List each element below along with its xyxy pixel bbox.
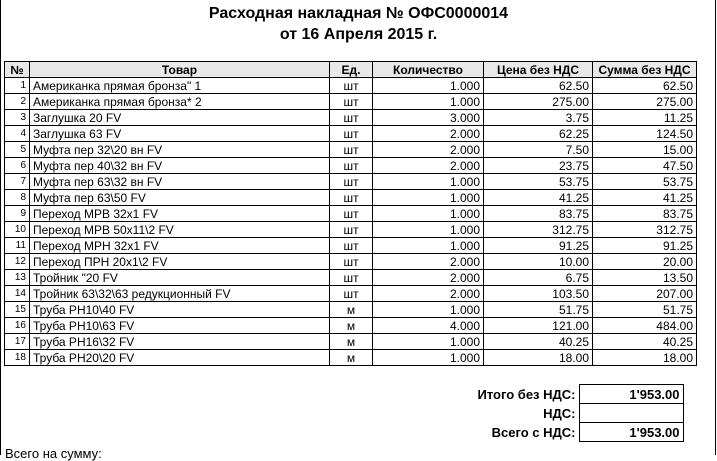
row-unit: шт — [330, 238, 373, 254]
row-price: 275.00 — [484, 94, 593, 110]
row-unit: м — [330, 318, 373, 334]
totals-table — [4, 384, 684, 442]
row-quantity: 2.000 — [373, 158, 484, 174]
header-quantity: Количество — [373, 62, 484, 78]
row-price: 41.25 — [484, 190, 593, 206]
invoice-date: от 16 Апреля 2015 г. — [279, 26, 438, 43]
row-sum: 15.00 — [593, 142, 697, 158]
amount-in-words-label: Всего на сумму: — [5, 446, 102, 461]
row-price: 6.75 — [484, 270, 593, 286]
row-price: 83.75 — [484, 206, 593, 222]
row-price: 3.75 — [484, 110, 593, 126]
row-price: 53.75 — [484, 174, 593, 190]
row-sum: 124.50 — [593, 126, 697, 142]
row-quantity: 2.000 — [373, 254, 484, 270]
row-sum: 18.00 — [593, 350, 697, 366]
total-value: 1'953.00 — [579, 423, 683, 442]
row-sum: 62.50 — [593, 78, 697, 94]
row-sum: 312.75 — [593, 222, 697, 238]
row-sum: 484.00 — [593, 318, 697, 334]
row-number: 2 — [5, 94, 30, 110]
row-sum: 275.00 — [593, 94, 697, 110]
row-unit: шт — [330, 206, 373, 222]
row-quantity: 1.000 — [373, 190, 484, 206]
table-row — [5, 174, 697, 190]
row-price: 91.25 — [484, 238, 593, 254]
vat-row — [4, 404, 683, 423]
row-unit: шт — [330, 110, 373, 126]
row-quantity: 1.000 — [373, 302, 484, 318]
row-unit: шт — [330, 286, 373, 302]
row-price: 62.50 — [484, 78, 593, 94]
row-sum: 91.25 — [593, 238, 697, 254]
row-number: 17 — [5, 334, 30, 350]
row-number: 5 — [5, 142, 30, 158]
row-price: 51.75 — [484, 302, 593, 318]
table-row — [5, 270, 697, 286]
row-price: 18.00 — [484, 350, 593, 366]
row-unit: м — [330, 350, 373, 366]
row-product: Переход МРН 32х1 FV — [30, 238, 330, 254]
row-number: 12 — [5, 254, 30, 270]
row-product: Труба PH20\20 FV — [30, 350, 330, 366]
row-number: 9 — [5, 206, 30, 222]
row-product: Переход ПРН 20х1\2 FV — [30, 254, 330, 270]
row-unit: шт — [330, 142, 373, 158]
table-row — [5, 126, 697, 142]
row-product: Муфта пер 32\20 вн FV — [30, 142, 330, 158]
row-price: 103.50 — [484, 286, 593, 302]
row-product: Тройник 63\32\63 редукционный FV — [30, 286, 330, 302]
row-price: 62.25 — [484, 126, 593, 142]
row-unit: шт — [330, 222, 373, 238]
row-sum: 51.75 — [593, 302, 697, 318]
row-unit: м — [330, 302, 373, 318]
row-quantity: 4.000 — [373, 318, 484, 334]
row-sum: 11.25 — [593, 110, 697, 126]
vat-label: НДС: — [543, 405, 576, 421]
row-quantity: 1.000 — [373, 174, 484, 190]
row-price: 7.50 — [484, 142, 593, 158]
row-number: 7 — [5, 174, 30, 190]
row-price: 10.00 — [484, 254, 593, 270]
row-product: Труба PH16\32 FV — [30, 334, 330, 350]
row-quantity: 1.000 — [373, 334, 484, 350]
row-sum: 13.50 — [593, 270, 697, 286]
table-row — [5, 350, 697, 366]
row-number: 14 — [5, 286, 30, 302]
row-product: Заглушка 63 FV — [30, 126, 330, 142]
subtotal-row — [4, 385, 683, 404]
row-product: Тройник "20 FV — [30, 270, 330, 286]
row-quantity: 2.000 — [373, 142, 484, 158]
total-row — [4, 423, 683, 442]
row-sum: 207.00 — [593, 286, 697, 302]
row-product: Муфта пер 40\32 вн FV — [30, 158, 330, 174]
row-quantity: 1.000 — [373, 350, 484, 366]
row-quantity: 1.000 — [373, 238, 484, 254]
row-number: 4 — [5, 126, 30, 142]
vat-value — [579, 404, 683, 423]
table-row — [5, 190, 697, 206]
row-product: Труба PH10\40 FV — [30, 302, 330, 318]
invoice-table — [4, 61, 697, 366]
row-product: Муфта пер 63\50 FV — [30, 190, 330, 206]
row-unit: шт — [330, 174, 373, 190]
table-row — [5, 158, 697, 174]
row-quantity: 1.000 — [373, 206, 484, 222]
row-product: Переход МРВ 50х11\2 FV — [30, 222, 330, 238]
row-sum: 83.75 — [593, 206, 697, 222]
table-row — [5, 206, 697, 222]
row-sum: 47.50 — [593, 158, 697, 174]
row-product: Американка прямая бронза* 2 — [30, 94, 330, 110]
row-product: Переход МРВ 32х1 FV — [30, 206, 330, 222]
subtotal-value: 1'953.00 — [579, 385, 683, 404]
row-price: 23.75 — [484, 158, 593, 174]
header-number: № — [5, 62, 30, 78]
row-price: 121.00 — [484, 318, 593, 334]
row-number: 16 — [5, 318, 30, 334]
row-number: 1 — [5, 78, 30, 94]
row-number: 6 — [5, 158, 30, 174]
table-row — [5, 254, 697, 270]
row-quantity: 1.000 — [373, 78, 484, 94]
subtotal-label: Итого без НДС: — [477, 386, 576, 402]
row-product: Американка прямая бронза" 1 — [30, 78, 330, 94]
row-quantity: 2.000 — [373, 126, 484, 142]
row-unit: шт — [330, 94, 373, 110]
row-sum: 20.00 — [593, 254, 697, 270]
table-row — [5, 142, 697, 158]
row-sum: 40.25 — [593, 334, 697, 350]
table-row — [5, 78, 697, 94]
row-quantity: 2.000 — [373, 286, 484, 302]
table-row — [5, 94, 697, 110]
row-unit: шт — [330, 190, 373, 206]
row-unit: шт — [330, 270, 373, 286]
table-header-row — [5, 62, 697, 78]
row-number: 10 — [5, 222, 30, 238]
row-unit: шт — [330, 158, 373, 174]
row-number: 8 — [5, 190, 30, 206]
row-product: Труба PH10\63 FV — [30, 318, 330, 334]
row-quantity: 2.000 — [373, 270, 484, 286]
row-number: 13 — [5, 270, 30, 286]
row-number: 3 — [5, 110, 30, 126]
row-quantity: 3.000 — [373, 110, 484, 126]
table-row — [5, 286, 697, 302]
row-unit: м — [330, 334, 373, 350]
row-number: 15 — [5, 302, 30, 318]
header-sum: Сумма без НДС — [593, 62, 697, 78]
table-row — [5, 318, 697, 334]
table-row — [5, 302, 697, 318]
row-product: Муфта пер 63\32 вн FV — [30, 174, 330, 190]
row-number: 11 — [5, 238, 30, 254]
header-price: Цена без НДС — [484, 62, 593, 78]
header-unit: Ед. — [330, 62, 373, 78]
table-row — [5, 334, 697, 350]
row-price: 312.75 — [484, 222, 593, 238]
table-row — [5, 110, 697, 126]
row-unit: шт — [330, 254, 373, 270]
row-price: 40.25 — [484, 334, 593, 350]
row-quantity: 1.000 — [373, 222, 484, 238]
row-unit: шт — [330, 126, 373, 142]
row-number: 18 — [5, 350, 30, 366]
header-product: Товар — [30, 62, 330, 78]
row-quantity: 1.000 — [373, 94, 484, 110]
table-row — [5, 238, 697, 254]
row-unit: шт — [330, 78, 373, 94]
total-label: Всего с НДС: — [491, 424, 576, 440]
row-sum: 53.75 — [593, 174, 697, 190]
row-product: Заглушка 20 FV — [30, 110, 330, 126]
invoice-title: Расходная накладная № ОФС0000014 — [208, 5, 509, 22]
row-sum: 41.25 — [593, 190, 697, 206]
table-row — [5, 222, 697, 238]
